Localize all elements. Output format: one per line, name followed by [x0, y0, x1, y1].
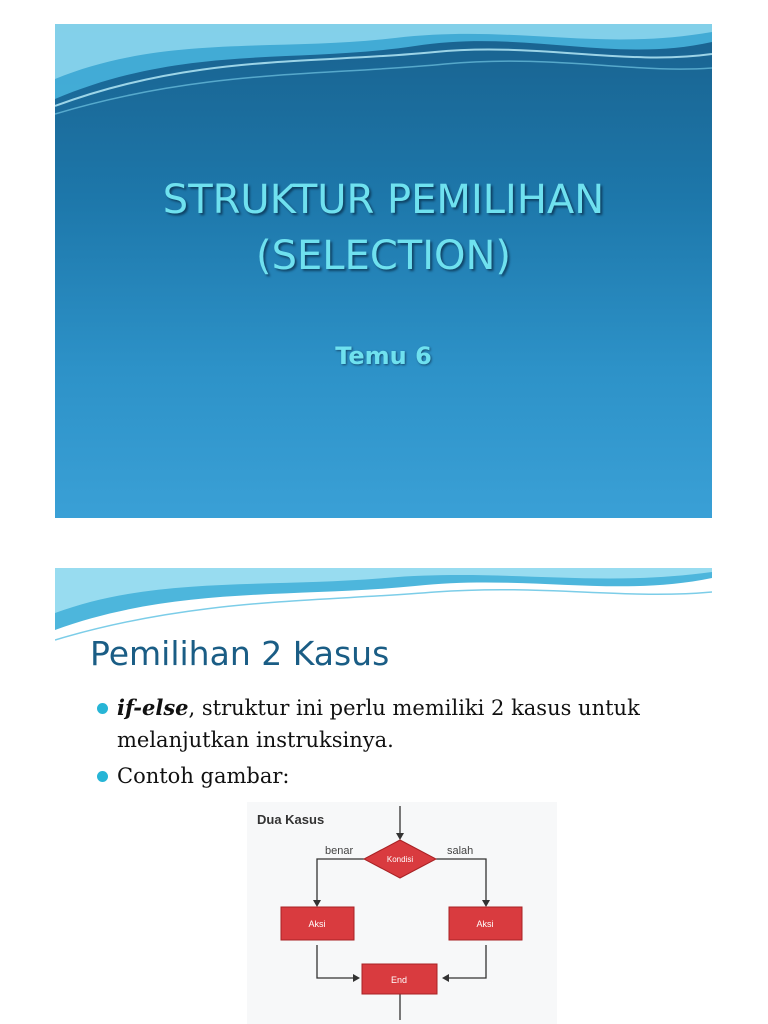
end-node [362, 964, 437, 994]
bullet-dot-icon [97, 771, 108, 782]
wave-decoration [55, 24, 712, 134]
flowchart-diagram [247, 802, 557, 1024]
slide-title [55, 172, 712, 284]
bullet-keyword: if-else [117, 695, 189, 720]
left-action-node [281, 907, 354, 940]
bullet-dot-icon [97, 703, 108, 714]
left-action-label: Aksi [308, 919, 326, 929]
bullet-text: , struktur ini perlu memiliki 2 kasus untuk melanjutkan instruksinya. [117, 696, 640, 752]
flowchart-figure [247, 802, 557, 1024]
end-label: End [390, 975, 408, 985]
false-branch-label: salah [447, 845, 474, 857]
true-branch-label: benar [325, 845, 354, 857]
content-slide [55, 568, 712, 1024]
bullet-text: Contoh gambar: [117, 764, 290, 788]
slide-heading: Pemilihan 2 Kasus [90, 634, 390, 673]
bullet-item [97, 760, 687, 792]
slide-subtitle: Temu 6 [335, 342, 432, 370]
title-slide [55, 24, 712, 518]
diagram-title: Dua Kasus [257, 812, 325, 827]
right-action-label: Aksi [476, 919, 494, 929]
bullet-item [97, 692, 687, 756]
bullet-list [97, 692, 687, 796]
right-action-node [449, 907, 522, 940]
slide-title-line-2: (SELECTION) [256, 233, 511, 279]
condition-label: Kondisi [386, 855, 414, 864]
slide-title-line-1: STRUKTUR PEMILIHAN [162, 177, 605, 223]
